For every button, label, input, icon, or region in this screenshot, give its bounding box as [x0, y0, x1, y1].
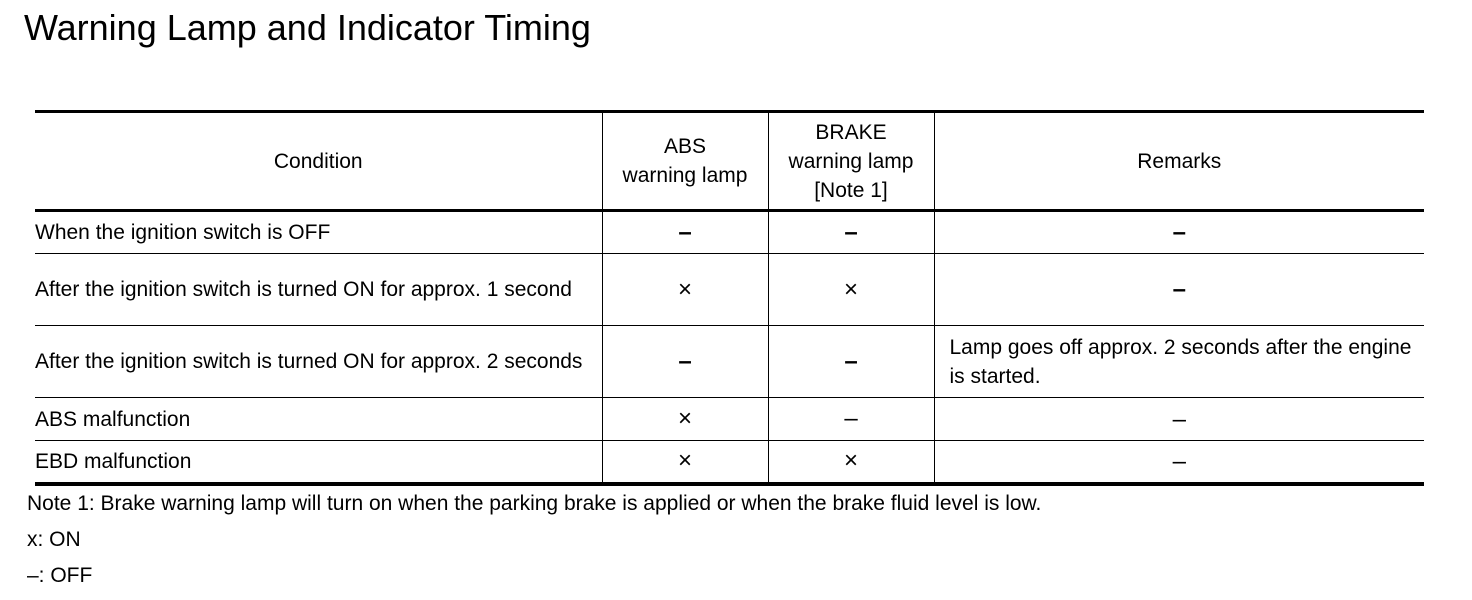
row-brake-status: × [768, 441, 934, 484]
legend-off: –: OFF [27, 564, 93, 587]
header-brake-line1: BRAKE [815, 120, 887, 144]
row-brake-status: – [768, 398, 934, 441]
row-abs-status: – [602, 326, 768, 398]
header-abs-warning-lamp [602, 112, 768, 211]
table-header-row [35, 112, 1424, 211]
table-row [35, 254, 1424, 326]
row-remarks: Lamp goes off approx. 2 seconds after the engine is started. [934, 326, 1424, 398]
row-condition: After the ignition switch is turned ON for approx. 2 seconds [35, 326, 602, 398]
row-abs-status: – [602, 211, 768, 254]
warning-lamp-timing-table [35, 110, 1424, 486]
table-row [35, 441, 1424, 484]
row-abs-status: × [602, 441, 768, 484]
row-condition: EBD malfunction [35, 441, 602, 484]
page-title: Warning Lamp and Indicator Timing [24, 7, 591, 48]
row-remarks: – [934, 441, 1424, 484]
header-abs-line1: ABS [663, 135, 707, 158]
table-row [35, 211, 1424, 254]
row-abs-status: × [602, 254, 768, 326]
header-brake-warning-lamp [768, 112, 934, 211]
note-1: Note 1: Brake warning lamp will turn on when the parking brake is applied or when the brake fluid level is low. [27, 492, 1042, 515]
header-brake-line3: [Note 1] [814, 178, 888, 202]
header-remarks-label: Remarks [1137, 149, 1222, 173]
row-condition: ABS malfunction [35, 398, 602, 441]
header-condition-label: Condition [273, 149, 363, 173]
row-brake-status: – [768, 326, 934, 398]
row-condition: When the ignition switch is OFF [35, 211, 602, 254]
table-row [35, 398, 1424, 441]
row-brake-status: × [768, 254, 934, 326]
notes-section [27, 489, 1041, 597]
row-condition: After the ignition switch is turned ON for approx. 1 second [35, 254, 602, 326]
header-remarks [934, 112, 1424, 211]
row-brake-status: – [768, 211, 934, 254]
row-remarks: – [934, 254, 1424, 326]
table-row [35, 326, 1424, 398]
row-abs-status: × [602, 398, 768, 441]
row-remarks: – [934, 211, 1424, 254]
header-condition [35, 112, 602, 211]
header-abs-line2: warning lamp [622, 164, 748, 187]
row-remarks: – [934, 398, 1424, 441]
header-brake-line2: warning lamp [788, 149, 914, 173]
legend-on: x: ON [27, 528, 81, 551]
